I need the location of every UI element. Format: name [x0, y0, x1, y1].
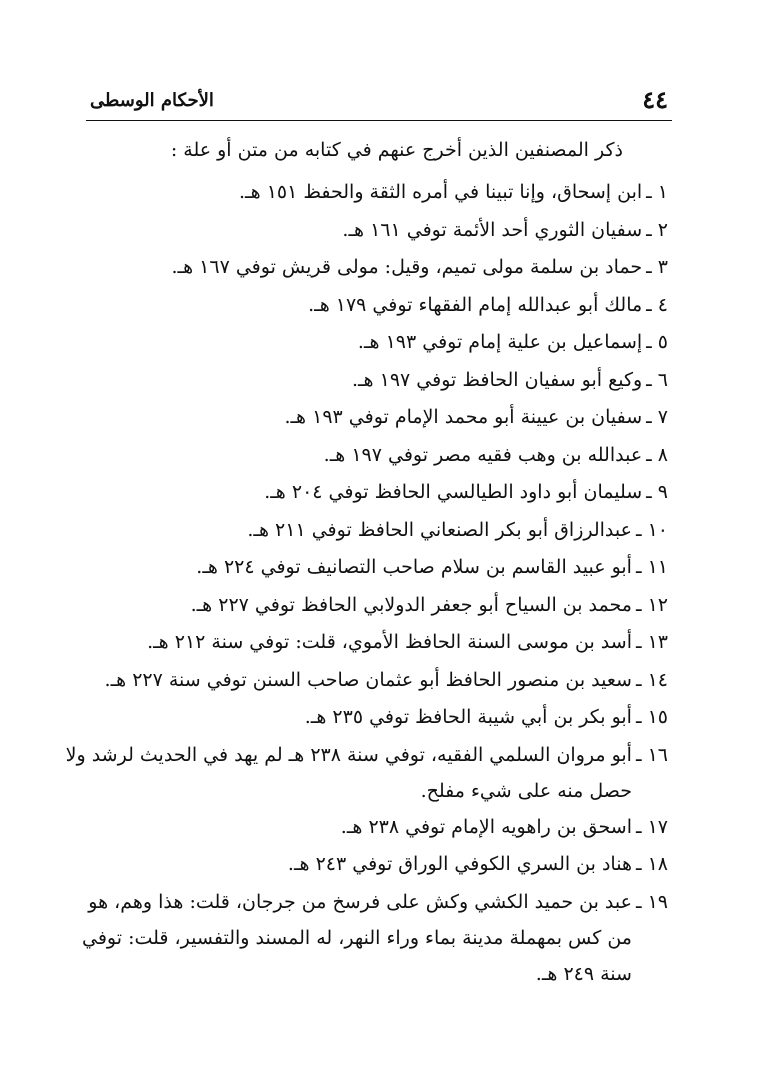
- item-number: ١٢ ـ: [635, 593, 668, 616]
- item-number: ١ ـ: [646, 181, 668, 203]
- item-text: عبد بن حميد الكشي وكش على فرسخ من جرجان، قلت: هذا وهم، هو من كس بمهملة مدينة بماء وراء النهر، له المسند والتفسير، قلت: توفي سنة ٢٤٩ هـ.: [82, 890, 632, 985]
- item-text: اسحق بن راهويه الإمام توفي ٢٣٨ هـ.: [340, 815, 632, 838]
- list-item: [60, 549, 668, 587]
- item-number: ٧ ـ: [646, 406, 668, 428]
- item-number: ١٩ ـ: [635, 890, 668, 913]
- item-number: ١٠ ـ: [635, 518, 668, 541]
- item-number: ١١ ـ: [635, 556, 668, 578]
- page-number: ٤٤: [642, 85, 668, 114]
- list-item: [60, 212, 668, 250]
- item-number: ١٧ ـ: [635, 815, 668, 838]
- item-text: هناد بن السري الكوفي الوراق توفي ٢٤٣ هـ.: [287, 853, 632, 875]
- item-text: سليمان أبو داود الطيالسي الحافظ توفي ٢٠٤ هـ.: [264, 481, 643, 503]
- list-item: [60, 174, 668, 212]
- item-number: ٨ ـ: [646, 443, 668, 466]
- header-rule: [86, 120, 672, 121]
- list-item: [60, 737, 668, 809]
- page-header: [90, 86, 668, 116]
- item-text: سفيان الثوري أحد الأئمة توفي ١٦١ هـ.: [342, 218, 643, 241]
- list-item: [60, 249, 668, 287]
- item-text: ابن إسحاق، وإنا تبينا في أمره الثقة والحفظ ١٥١ هـ.: [239, 181, 643, 203]
- item-text: وكيع أبو سفيان الحافظ توفي ١٩٧ هـ.: [351, 368, 643, 391]
- item-text: عبدالله بن وهب فقيه مصر توفي ١٩٧ هـ.: [323, 443, 643, 466]
- list-item: [60, 437, 668, 475]
- item-text: أبو عبيد القاسم بن سلام صاحب التصانيف توفي ٢٢٤ هـ.: [196, 556, 632, 578]
- item-number: ١٨ ـ: [635, 853, 668, 875]
- list-item: [60, 474, 668, 512]
- list-item: [60, 287, 668, 325]
- item-text: عبدالرزاق أبو بكر الصنعاني الحافظ توفي ٢١١ هـ.: [247, 518, 632, 541]
- item-text: أسد بن موسى السنة الحافظ الأموي، قلت: توفي سنة ٢١٢ هـ.: [147, 631, 632, 653]
- item-text: حماد بن سلمة مولى تميم، وقيل: مولى قريش توفي ١٦٧ هـ.: [171, 256, 643, 278]
- list-item: [60, 362, 668, 400]
- item-text: مالك أبو عبدالله إمام الفقهاء توفي ١٧٩ هـ.: [308, 293, 643, 316]
- item-number: ٢ ـ: [646, 218, 668, 241]
- item-text: سفيان بن عيينة أبو محمد الإمام توفي ١٩٣ هـ.: [284, 406, 643, 428]
- list-item: [60, 512, 668, 550]
- item-number: ١٦ ـ: [635, 743, 668, 766]
- list-item: [60, 809, 668, 847]
- list-item: [60, 587, 668, 625]
- list-item: [60, 884, 668, 992]
- list-item: [60, 624, 668, 662]
- list-item: [60, 699, 668, 737]
- list-item: [60, 324, 668, 362]
- item-text: أبو مروان السلمي الفقيه، توفي سنة ٢٣٨ هـ لم يهد في الحديث لرشد ولا حصل منه على شيء مفلح.: [65, 743, 632, 802]
- item-number: ٥ ـ: [646, 331, 668, 353]
- item-text: أبو بكر بن أبي شيبة الحافظ توفي ٢٣٥ هـ.: [304, 706, 632, 728]
- list-item: [60, 662, 668, 700]
- item-text: إسماعيل بن علية إمام توفي ١٩٣ هـ.: [357, 331, 643, 353]
- item-number: ٣ ـ: [646, 256, 668, 278]
- item-text: محمد بن السياح أبو جعفر الدولابي الحافظ توفي ٢٢٧ هـ.: [190, 593, 632, 616]
- item-text: سعيد بن منصور الحافظ أبو عثمان صاحب السنن توفي سنة ٢٢٧ هـ.: [104, 668, 632, 691]
- item-number: ١٤ ـ: [635, 668, 668, 691]
- item-number: ١٣ ـ: [635, 631, 668, 653]
- running-title: الأحكام الوسطى: [90, 90, 214, 111]
- list-item: [60, 846, 668, 884]
- item-number: ٦ ـ: [646, 368, 668, 391]
- item-number: ٤ ـ: [646, 293, 668, 316]
- intro-line: ذكر المصنفين الذين أخرج عنهم في كتابه من متن أو علة :: [170, 139, 623, 161]
- item-number: ١٥ ـ: [635, 706, 668, 728]
- authors-list: [60, 174, 668, 992]
- item-number: ٩ ـ: [646, 481, 668, 503]
- list-item: [60, 399, 668, 437]
